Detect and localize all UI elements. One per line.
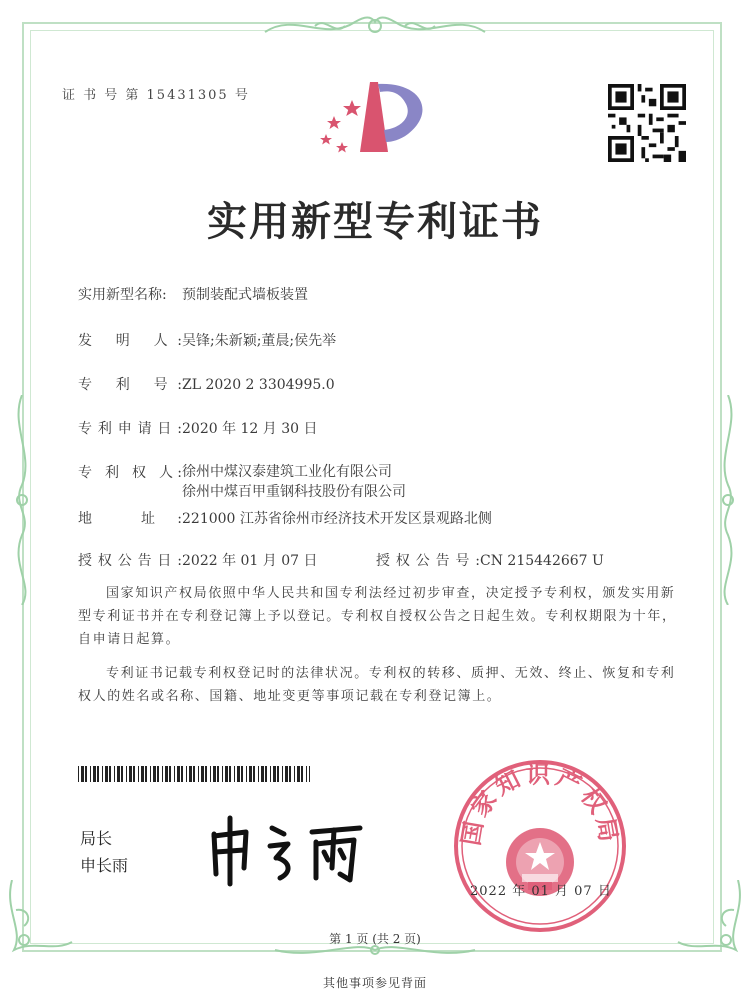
logo-stars <box>320 100 361 153</box>
certificate-number: 证 书 号 第 15431305 号 <box>62 88 250 103</box>
right-ornament <box>714 395 742 605</box>
field-utility-model-name <box>78 284 308 304</box>
legal-status-paragraph: 专利证书记载专利权登记时的法律状况。专利权的转移、质押、无效、终止、恢复和专利权人的姓名或名称、国籍、地址变更等事项记载在专利登记簿上。 <box>78 666 676 704</box>
qr-code <box>608 84 686 162</box>
bottom-right-corner-ornament <box>676 880 746 960</box>
field-label: 专 利 号: <box>78 377 182 393</box>
field-value: 221000 江苏省徐州市经济技术开发区景观路北侧 <box>182 511 492 527</box>
grant-statement-paragraph: 国家知识产权局依照中华人民共和国专利法经过初步审查，决定授予专利权，颁发实用新型专利证书并在专利登记簿上予以登记。专利权自授权公告之日起生效。专利权期限为十年，自申请日起算。 <box>78 586 677 647</box>
certificate-title: 实用新型专利证书 <box>207 198 543 245</box>
field-patentee <box>78 462 638 502</box>
field-value: 2022 年 01 月 07 日 <box>182 553 318 569</box>
barcode <box>78 766 310 782</box>
official-seal <box>452 758 628 934</box>
patentee-list <box>182 462 406 502</box>
field-grant-date <box>78 550 318 570</box>
cnipa-logo <box>312 72 442 168</box>
patentee-name: 徐州中煤汉泰建筑工业化有限公司 <box>182 464 392 480</box>
field-inventor <box>78 330 336 350</box>
field-label: 专利申请日: <box>78 421 182 437</box>
field-label: 地 址: <box>78 511 182 527</box>
bottom-left-corner-ornament <box>4 880 74 960</box>
handwritten-signature <box>200 808 390 888</box>
logo-purple-curve <box>378 84 422 142</box>
seal-date: 2022 年 01 月 07 日 <box>470 884 612 899</box>
top-ornament <box>255 8 495 44</box>
field-grant-number <box>376 550 604 570</box>
patentee-name: 徐州中煤百甲重钢科技股份有限公司 <box>182 484 406 500</box>
field-label: 授权公告号: <box>376 553 480 569</box>
page-number: 第 1 页 (共 2 页) <box>329 932 421 946</box>
left-ornament <box>8 395 36 605</box>
field-address <box>78 508 492 528</box>
field-filing-date <box>78 418 318 438</box>
seal-text: 国家知识产权局 <box>456 760 624 848</box>
field-label: 实用新型名称: <box>78 287 167 303</box>
field-value: ZL 2020 2 3304995.0 <box>182 377 335 393</box>
footer-note: 其他事项参见背面 <box>322 976 427 990</box>
signatory-name: 申长雨 <box>80 856 129 875</box>
field-label: 专 利 权 人: <box>78 465 182 481</box>
logo-red-stroke <box>360 82 388 152</box>
field-value: 吴锋;朱新颖;董晨;侯先举 <box>182 333 337 349</box>
signatory-title: 局长 <box>80 829 113 848</box>
field-value: CN 215442667 U <box>480 553 604 569</box>
field-label: 授权公告日: <box>78 553 182 569</box>
field-value: 2020 年 12 月 30 日 <box>182 421 318 437</box>
field-patent-number <box>78 374 335 394</box>
field-value: 预制装配式墙板装置 <box>182 287 308 303</box>
field-label: 发 明 人: <box>78 333 182 349</box>
